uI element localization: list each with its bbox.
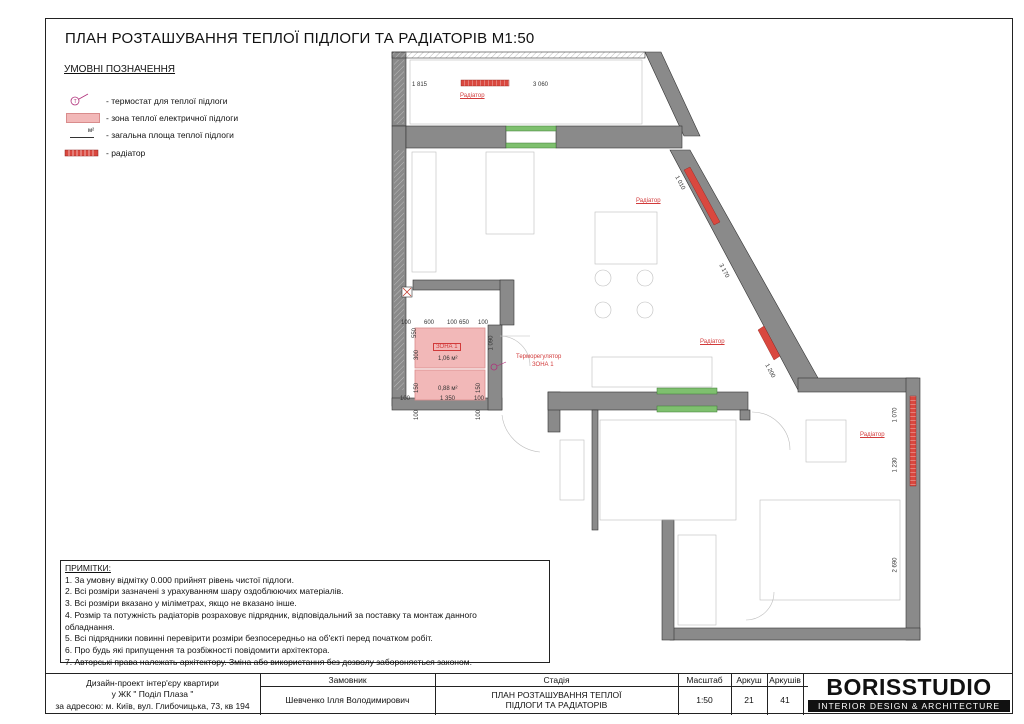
heated-zone-1 [415,328,485,368]
dim-label: 150 [476,382,483,394]
dim-label: 150 [414,382,421,394]
brand-subtitle: INTERIOR DESIGN & ARCHITECTURE [808,700,1010,712]
dim-label: 100 [474,396,485,402]
note-line: 3. Всі розміри вказано у міліметрах, якщо не вказано інше. [65,598,297,609]
drawing-title: ПЛАН РОЗТАШУВАННЯ ТЕПЛОЇ ПІДЛОГИ ТА РАДІАТОРІВ М1:50 [65,30,535,47]
legend-label: - термостат для теплої підлоги [106,96,228,106]
notes-title: ПРИМІТКИ: [65,563,111,573]
dim-label: 100 [414,409,421,421]
dim-label: 100 [478,320,489,326]
note-line: 2. Всі розміри зазначені з урахуванням шару оздоблюючих матеріалів. [65,586,344,597]
brand-logo [808,676,1010,712]
radiators [461,80,916,486]
thermostat-label: Терморегулятор [516,354,562,360]
brand-name: BORISSTUDIO [826,674,992,700]
project-line-2: у ЖК " Поділ Плаза " [111,689,194,699]
note-line: 4. Розмір та потужність радіаторів розраховує підрядник, відповідальний за поставку та монтаж данного [65,609,477,620]
dim-label: 1 010 [673,174,686,192]
note-line: 6. Про будь які припущення та розбіжності повідомити архітектора. [65,644,330,655]
heated-zones [415,328,485,400]
stage-header: Стадія [543,675,570,685]
dim-label: 300 [414,349,421,361]
note-line: 7. Авторські права належать архітектору. Зміна або використання без дозволу забороняється законом. [65,656,472,667]
dim-label: 1 815 [412,82,428,88]
dim-label: 100 [400,396,411,402]
radiator-top [461,80,509,86]
dim-label: 100 [401,320,412,326]
note-line: 1. За умовну відмітку 0.000 прийнят рівень чистої підлоги. [65,574,295,585]
note-line: 5. Всі підрядники повинні перевірити розміри безпосередньо на об'єкті перед початком робіт. [65,633,433,644]
zone-1-name: ЗОНА 1 [433,343,461,351]
project-line-1: Дизайн-проект інтер'єру квартири [86,678,219,688]
sheet-header: Аркуш [736,675,762,685]
client-header: Замовник [328,675,367,685]
dim-label: 100 [476,409,483,421]
thermostat-zone-label: ЗОНА 1 [532,362,554,368]
client-name: Шевченко Ілля Володимирович [285,695,410,705]
radiator-label-lower: Радіатор [700,339,725,345]
dim-label: 600 [424,320,435,326]
zone-2-area: 0,88 м² [438,386,458,392]
stage-value: ПЛАН РОЗТАШУВАННЯ ТЕПЛОЇ ПІДЛОГИ ТА РАДІАТОРІВ [491,690,622,710]
dim-label: 1 200 [763,362,776,380]
sheet-value: 21 [744,695,754,705]
dim-label: 2 690 [892,557,899,573]
notes-box [60,560,550,667]
zone-1-area: 1,06 м² [438,356,458,362]
heated-zone-2 [415,370,485,400]
radiator-label-upper: Радіатор [636,198,661,204]
dim-label: 3 060 [533,82,549,88]
legend-label: - загальна площа теплої підлоги [106,130,234,140]
legend-title: УМОВНІ ПОЗНАЧЕННЯ [64,64,176,75]
scale-value: 1:50 [696,695,713,705]
sheets-header: Аркушів [769,675,801,685]
dim-label: 1 230 [892,457,899,473]
dim-label: 1 070 [892,407,899,423]
dim-label: 3 170 [717,262,730,280]
radiator-label-right: Радіатор [860,432,885,438]
bathroom-thermostat-icon [402,287,412,297]
wall-hatch [394,60,404,390]
legend-label: - радіатор [106,148,146,158]
project-line-3: за адресою: м. Київ, вул. Глибочицька, 73, кв 194 [55,701,250,711]
dim-label: 1 350 [440,396,456,402]
dim-label: 1 090 [488,335,495,351]
radiator-label-top: Радіатор [460,93,485,99]
area-symbol-icon: м² [64,130,102,140]
dim-label: 550 [412,327,419,339]
dim-label: 650 [459,320,470,326]
note-line: обладнання. [65,621,115,632]
svg-text:T: T [73,99,77,105]
scale-header: Масштаб [686,675,723,685]
radiator-right [910,396,916,486]
legend-label: - зона теплої електричної підлоги [106,113,239,123]
dim-label: 100 [447,320,458,326]
sheets-value: 41 [780,695,790,705]
